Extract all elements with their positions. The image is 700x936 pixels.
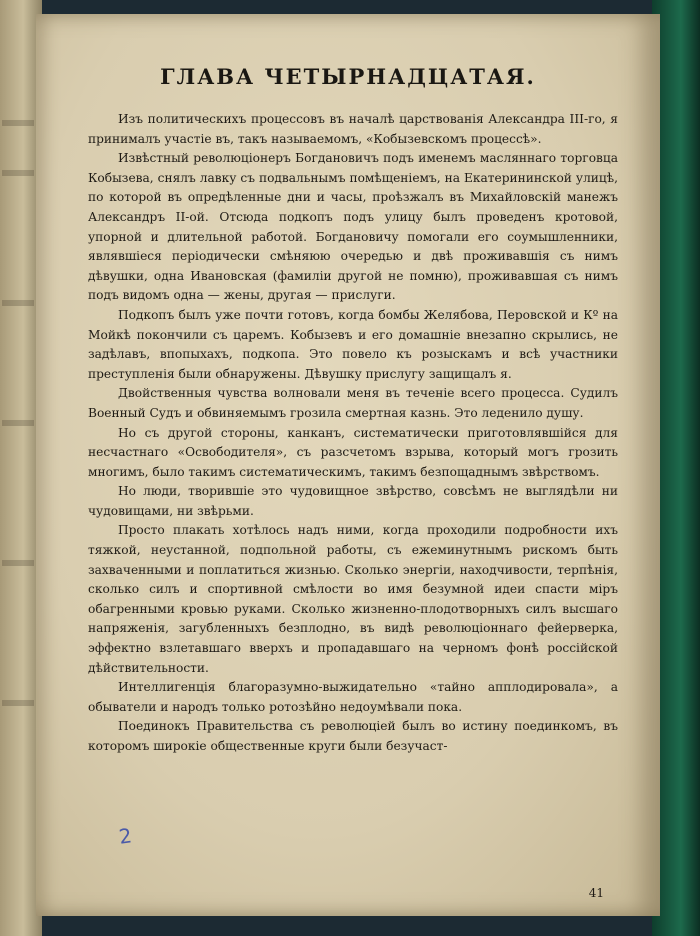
paragraph: Поединокъ Правительства съ революціей былъ во истину поединкомъ, въ которомъ широкіе общественные круги были безучаст- [88, 719, 618, 753]
book-page [36, 14, 660, 916]
paragraph: Интеллигенція благоразумно-выжидательно «тайно апплодировала», а обыватели и народъ только ротозѣйно недоумѣвали пока. [88, 680, 618, 714]
paragraph: Но съ другой стороны, канканъ, систематически приготовлявшійся для несчастнаго «Освободителя», съ разсчетомъ взрыва, который могъ грозить многимъ, было такимъ систематическимъ, такимъ безпощаднымъ звѣрствомъ. [88, 425, 618, 479]
chapter-title: ГЛАВА ЧЕТЫРНАДЦАТАЯ. [160, 64, 536, 89]
paragraph: Двойственныя чувства волновали меня въ теченіе всего процесса. Судилъ Военный Судъ и обвиняемымъ грозила смертная казнь. Это леденило душу. [88, 386, 618, 420]
paragraph: Но люди, творившіе это чудовищное звѣрство, совсѣмъ не выглядѣли ни чудовищами, ни звѣрьми. [88, 484, 618, 518]
paragraph: Просто плакать хотѣлось надъ ними, когда проходили подробности ихъ тяжкой, неустанной, подпольной работы, съ ежеминутнымъ рискомъ быть захваченными и поплатиться жизнью. Сколько энергіи, находчивости, терпѣнія, сколько силъ и спортивной смѣлости во имя безумной идеи спасти міръ обагренными кровью руками. Сколько жизненно-плодотворныхъ силъ высшаго напряженія, загубленныхъ безплодно, въ видѣ революціоннаго фейерверка, эффектно взлетавшаго вверхъ и пропадавшаго на черномъ фонѣ россійской дѣйствительности. [88, 523, 618, 675]
page-body [88, 110, 618, 757]
handwritten-mark: 2 [117, 823, 134, 849]
paragraph: Изъ политическихъ процессовъ въ началѣ царствованія Александра III-го, я принималъ участіе въ, такъ называемомъ, «Кобызевскомъ процессѣ». [88, 112, 618, 146]
paragraph: Извѣстный революціонеръ Богдановичъ подъ именемъ масляннаго торговца Кобызева, снялъ лавку съ подвальнымъ помѣщеніемъ, на Екатерининской улицѣ, по которой въ опредѣленные дни и часы, проѣзжалъ въ Михайловскій манежъ Александръ II-ой. Отсюда подкопъ подъ улицу былъ проведенъ кротовой, упорной и длительной работой. Богдановичу помогали его соумышленники, являвшіеся періодически смѣняюю очередью и двѣ проживавшія съ нимъ дѣвушки, одна Ивановская (фамиліи другой не помню), проживавшая съ нимъ подъ видомъ одна — жены, другая — прислуги. [88, 151, 618, 303]
paragraph: Подкопъ былъ уже почти готовъ, когда бомбы Желябова, Перовской и Кº на Мойкѣ покончили съ царемъ. Кобызевъ и его домашніе внезапно скрылись, не задѣлавъ, впопыхахъ, подкопа. Это повело къ розыскамъ и всѣ участники преступленія были обнаружены. Дѣвушку прислугу защищалъ я. [88, 307, 618, 381]
page-number: 41 [588, 886, 604, 900]
